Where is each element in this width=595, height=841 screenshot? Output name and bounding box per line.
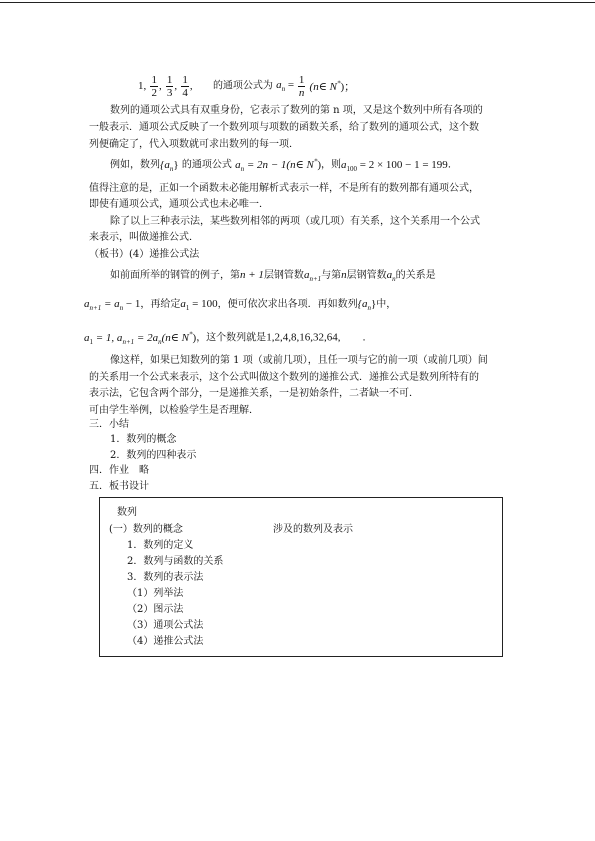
box-item: 2．数列与函数的关系: [127, 556, 224, 567]
fraction: $\frac{1}{2}$: [151, 74, 157, 99]
recursion-line: $a_{n+1} = a_n - 1$，再给定$a_1 = 100$，便可依次求出各项．再如数列$\{a_n\}$中，: [84, 298, 397, 313]
para9-line4: 可由学生举例，以检验学生是否理解．: [89, 405, 259, 416]
para2-line3: 列便确定了，代入项数就可求出数列的每一项．: [89, 139, 299, 150]
box-item: 3．数列的表示法: [127, 572, 204, 583]
board-design-box: [99, 497, 503, 657]
formula-an: $a_n$ =: [276, 78, 297, 94]
para4-line2: 即使有通项公式，通项公式也未必唯一．: [89, 199, 269, 210]
para5-line1: 除了以上三种表示法，某些数列相邻的两项（或几项）有关系，这个关系用一个公式: [110, 216, 480, 227]
para2-line2: 一般表示．通项公式反映了一个数列项与项数的函数关系，给了数列的通项公式，这个数: [89, 122, 479, 133]
para5-line2: 来表示，叫做递推公式．: [89, 232, 199, 243]
para9-line1: 像这样，如果已知数列的第 1 项（或前几项），且任一项与它的前一项（或前几项）间: [110, 355, 488, 366]
box-subitem: （2）图示法: [127, 604, 184, 615]
box-left-heading: (一）数列的概念: [109, 524, 183, 535]
para2-line1: 数列的通项公式具有双重身份，它表示了数列的第 n 项，又是这个数列中所有各项的: [110, 105, 483, 116]
box-subitem: （4）递推公式法: [127, 636, 204, 647]
para9-line3: 表示法，它包含两个部分，一是递推关系，一是初始条件，二者缺一不可．: [89, 388, 419, 399]
summary-heading: 三．小结: [89, 419, 129, 430]
page-top-rule: [0, 2, 595, 3]
board-design-heading: 五．板书设计: [89, 481, 149, 492]
board-note-recursion: （板书）(4）递推公式法: [89, 249, 200, 260]
para4-line1: 值得注意的是，正如一个函数未必能用解析式表示一样，不是所有的数列都有通项公式，: [89, 183, 479, 194]
box-item: 1．数列的定义: [127, 540, 194, 551]
summary-item: 1．数列的概念: [110, 434, 177, 445]
example-line: 例如，数列$\{a_n\}$ 的通项公式 $a_n = 2n$ − 1(n∈ N*)，则$a_{100} = 2 \times 100 - 1 = 199$．: [110, 157, 458, 173]
formula-domain: (n∈ N*)；: [309, 79, 356, 93]
box-subitem: （1）列举法: [127, 588, 184, 599]
fraction: $\frac{1}{3}$: [166, 74, 173, 99]
general-term-label: 的通项公式为: [212, 80, 273, 92]
para9-line2: 的关系用一个公式来表示，这个公式叫做这个数列的递推公式．递推公式是数列所特有的: [89, 372, 479, 383]
summary-item: 2．数列的四种表示: [110, 450, 197, 461]
homework-heading: 四．作业 略: [89, 465, 149, 476]
fraction-1-over-n: $\frac{1}{n}$: [298, 74, 305, 99]
sequence-formula-line: 1, $\frac{1}{2}$ , $\frac{1}{3}$ , $\frac{1}{4}$ , 的通项公式为 $a_n$ = $\frac{1}{n}$ (n∈ N*)；: [138, 74, 356, 99]
box-title: 数列: [117, 507, 137, 518]
recursion-example-line: $a_1 = 1$, $a_{n+1}$ = $2a_n(n\in$ N*)，这个数列就是1,2,4,8,16,32,64, ．: [84, 330, 373, 346]
box-subitem: （3）通项公式法: [127, 620, 204, 631]
steel-pipe-line: 如前面所举的钢管的例子，第n + 1层钢管数$a_{n+1}$与第n层钢管数$a_n$的关系是: [110, 269, 436, 284]
seq-lead: 1,: [138, 80, 147, 92]
box-right-heading: 涉及的数列及表示: [273, 524, 353, 535]
fraction: $\frac{1}{4}$: [182, 74, 188, 99]
